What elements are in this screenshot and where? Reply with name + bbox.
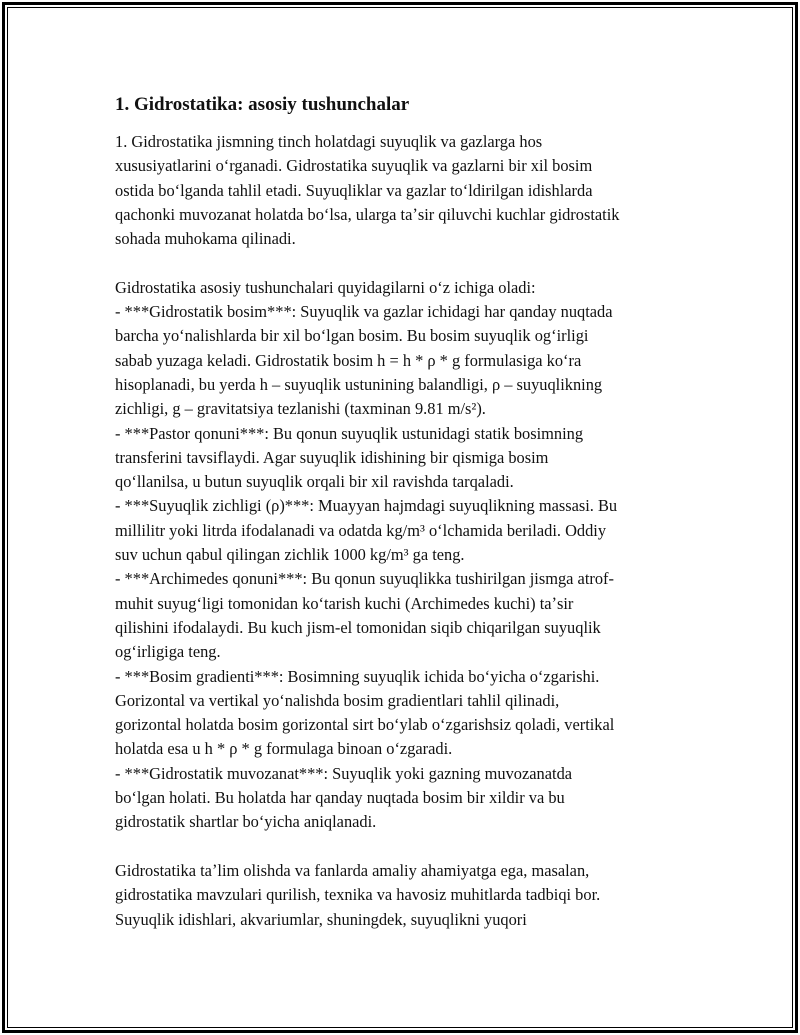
paragraph-container — [115, 130, 705, 932]
text-line: - ***Gidrostatik bosim***: Suyuqlik va gazlar ichidagi har qanday nuqtada — [115, 302, 613, 322]
text-line: - ***Bosim gradienti***: Bosimning suyuqlik ichida boʻyicha oʻzgarishi. — [115, 666, 600, 686]
paragraph — [115, 130, 705, 251]
text-line: - ***Gidrostatik muvozanat***: Suyuqlik yoki gazning muvozanatda — [115, 763, 573, 783]
text-line: muhit suyugʻligi tomonidan koʻtarish kuchi (Archimedes kuchi) taʼsir — [115, 593, 574, 613]
text-line: millilitr yoki litrda ifodalanadi va odatda kg/m³ oʻlchamida beriladi. Oddiy — [115, 520, 607, 540]
text-line: Suyuqlik idishlari, akvariumlar, shuningdek, suyuqlikni yuqori — [115, 909, 527, 929]
text-line: qilishini ifodalaydi. Bu kuch jism-el tomonidan siqib chiqarilgan suyuqlik — [115, 617, 601, 637]
text-line: Gorizontal va vertikal yoʻnalishda bosim gradientlari tahlil qilinadi, — [115, 690, 560, 710]
text-line: gidrostatika mavzulari qurilish, texnika va havosiz muhitlarda tadbiqi bor. — [115, 885, 601, 905]
text-line: qachonki muvozanat holatda boʻlsa, ularga taʼsir qiluvchi kuchlar gidrostatik — [115, 204, 620, 224]
text-line: suv uchun qabul qilingan zichlik 1000 kg/m³ ga teng. — [115, 545, 465, 565]
text-line: xususiyatlarini oʻrganadi. Gidrostatika suyuqlik va gazlarni bir xil bosim — [115, 156, 593, 176]
text-line: sabab yuzaga keladi. Gidrostatik bosim h = h * ρ * g formulasiga koʻra — [115, 350, 582, 370]
text-line: sohada muhokama qilinadi. — [115, 229, 296, 249]
text-line: gidrostatik shartlar boʻyicha aniqlanadi. — [115, 812, 377, 832]
text-line: Gidrostatika taʼlim olishda va fanlarda amaliy ahamiyatga ega, masalan, — [115, 860, 590, 880]
paragraph — [115, 276, 705, 835]
text-line: qoʻllanilsa, u butun suyuqlik orqali bir xil ravishda tarqaladi. — [115, 472, 514, 492]
text-line: Gidrostatika asosiy tushunchalari quyidagilarni oʻz ichiga oladi: — [115, 277, 536, 297]
text-line: ogʻirligiga teng. — [115, 642, 221, 662]
text-line: transferini tavsiflaydi. Agar suyuqlik idishining bir qismiga bosim — [115, 447, 549, 467]
text-line: 1. Gidrostatika jismning tinch holatdagi suyuqlik va gazlarga hos — [115, 132, 543, 151]
paragraph — [115, 859, 705, 932]
text-line: - ***Archimedes qonuni***: Bu qonun suyuqlikka tushirilgan jismga atrof- — [115, 569, 614, 589]
text-line: hisoplanadi, bu yerda h – suyuqlik ustunining balandligi, ρ – suyuqlikning — [115, 374, 603, 394]
text-line: barcha yoʻnalishlarda bir xil boʻlgan bosim. Bu bosim suyuqlik ogʻirligi — [115, 326, 589, 346]
text-line: ostida boʻlganda tahlil etadi. Suyuqliklar va gazlar toʻldirilgan idishlarda — [115, 180, 593, 200]
document-body — [115, 92, 705, 956]
text-line: boʻlgan holati. Bu holatda har qanday nuqtada bosim bir xildir va bu — [115, 788, 565, 808]
text-line: zichligi, g – gravitatsiya tezlanishi (taxminan 9.81 m/s²). — [115, 399, 486, 419]
text-line: gorizontal holatda bosim gorizontal sirt boʻylab oʻzgarishsiz qoladi, vertikal — [115, 715, 615, 735]
text-line: - ***Pastor qonuni***: Bu qonun suyuqlik ustunidagi statik bosimning — [115, 423, 584, 443]
text-line: holatda esa u h * ρ * g formulaga binoan oʻzgaradi. — [115, 739, 453, 759]
document-title: 1. Gidrostatika: asosiy tushunchalar — [115, 94, 410, 115]
text-line: - ***Suyuqlik zichligi (ρ)***: Muayyan hajmdagi suyuqlikning massasi. Bu — [115, 496, 618, 516]
